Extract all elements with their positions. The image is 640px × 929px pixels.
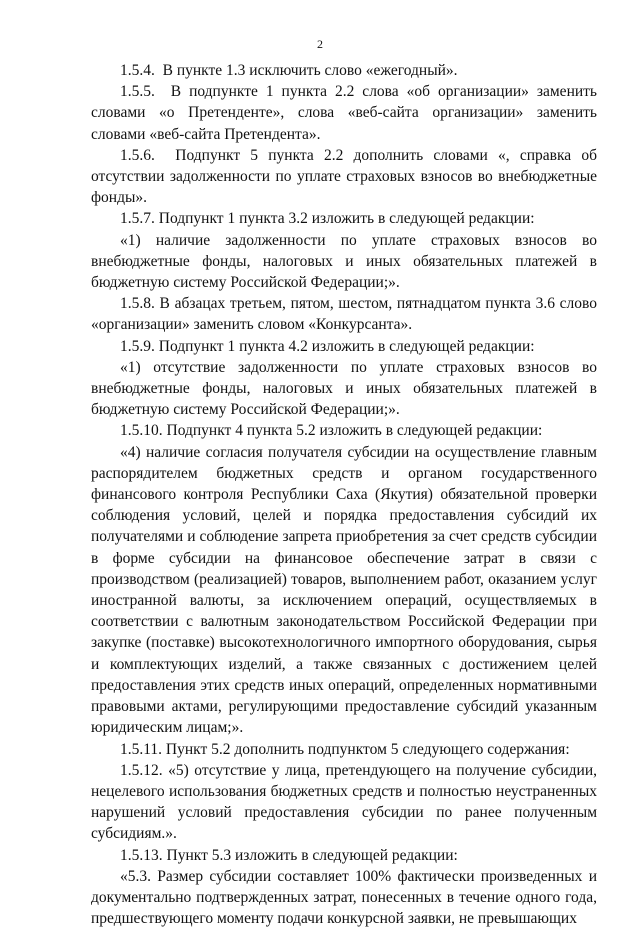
paragraph: 1.5.7. Подпункт 1 пункта 3.2 изложить в следующей редакции: [120,210,535,228]
document-body [91,60,597,929]
page-number: 2 [317,37,323,51]
paragraph: 1.5.8. В абзацах третьем, пятом, шестом, пятнадцатом пункта 3.6 слово «организации» заменить словом «Конкурсанта». [91,295,597,334]
paragraph: 1.5.6. Подпункт 5 пункта 2.2 дополнить словами «, справка об отсутствии задолженности по уплате страховых взносов во внебюджетные фонды». [91,146,597,207]
paragraph: «4) наличие согласия получателя субсидии на осуществление главным распорядителем бюджетных средств и органом государственного финансового контроля Республики Саха (Якутия) обязательной проверки соблюдения условий, целей и порядка предоставления субсидий их получателями и соблюдение запрета приобретения за счет средств субсидии в форме субсидии на финансовое обеспечение затрат в связи с производством (реализацией) товаров, выполнением работ, оказанием услуг иностранной валюты, за исключением операций, осуществляемых в соответствии с валютным законодательством Российской Федерации при закупке (поставке) высокотехнологичного импортного оборудования, сырья и комплектующих изделий, а также связанных с достижением целей предоставления этих средств иных операций, определенных нормативными правовыми актами, регулирующими предоставление субсидий указанным юридическим лицам;». [91,443,597,737]
paragraph: 1.5.13. Пункт 5.3 изложить в следующей редакции: [120,846,458,864]
paragraph: 1.5.12. «5) отсутствие у лица, претендующего на получение субсидии, нецелевого использования бюджетных средств и полностью неустраненных нарушений условий предоставления субсидии по ранее полученным субсидиям.». [91,761,597,843]
paragraph: 1.5.9. Подпункт 1 пункта 4.2 изложить в следующей редакции: [120,337,535,355]
paragraph: 1.5.10. Подпункт 4 пункта 5.2 изложить в следующей редакции: [120,422,543,440]
paragraph: 1.5.4. В пункте 1.3 исключить слово «ежегодный». [120,62,458,79]
paragraph: 1.5.11. Пункт 5.2 дополнить подпунктом 5 следующего содержания: [120,740,570,758]
paragraph: «5.3. Размер субсидии составляет 100% фактически произведенных и документально подтвержденных затрат, понесенных в течение одного года, предшествующего моменту подачи конкурсной заявки, не превышающих [91,867,597,928]
paragraph: «1) наличие задолженности по уплате страховых взносов во внебюджетные фонды, налоговых и иных обязательных платежей в бюджетную систему Российской Федерации;». [91,231,597,292]
paragraph: 1.5.5. В подпункте 1 пункта 2.2 слова «об организации» заменить словами «о Претенденте», слова «веб-сайта организации» заменить словами «веб-сайта Претендента». [91,83,597,143]
paragraph: «1) отсутствие задолженности по уплате страховых взносов во внебюджетные фонды, налоговых и иных обязательных платежей в бюджетную систему Российской Федерации;». [91,358,597,419]
